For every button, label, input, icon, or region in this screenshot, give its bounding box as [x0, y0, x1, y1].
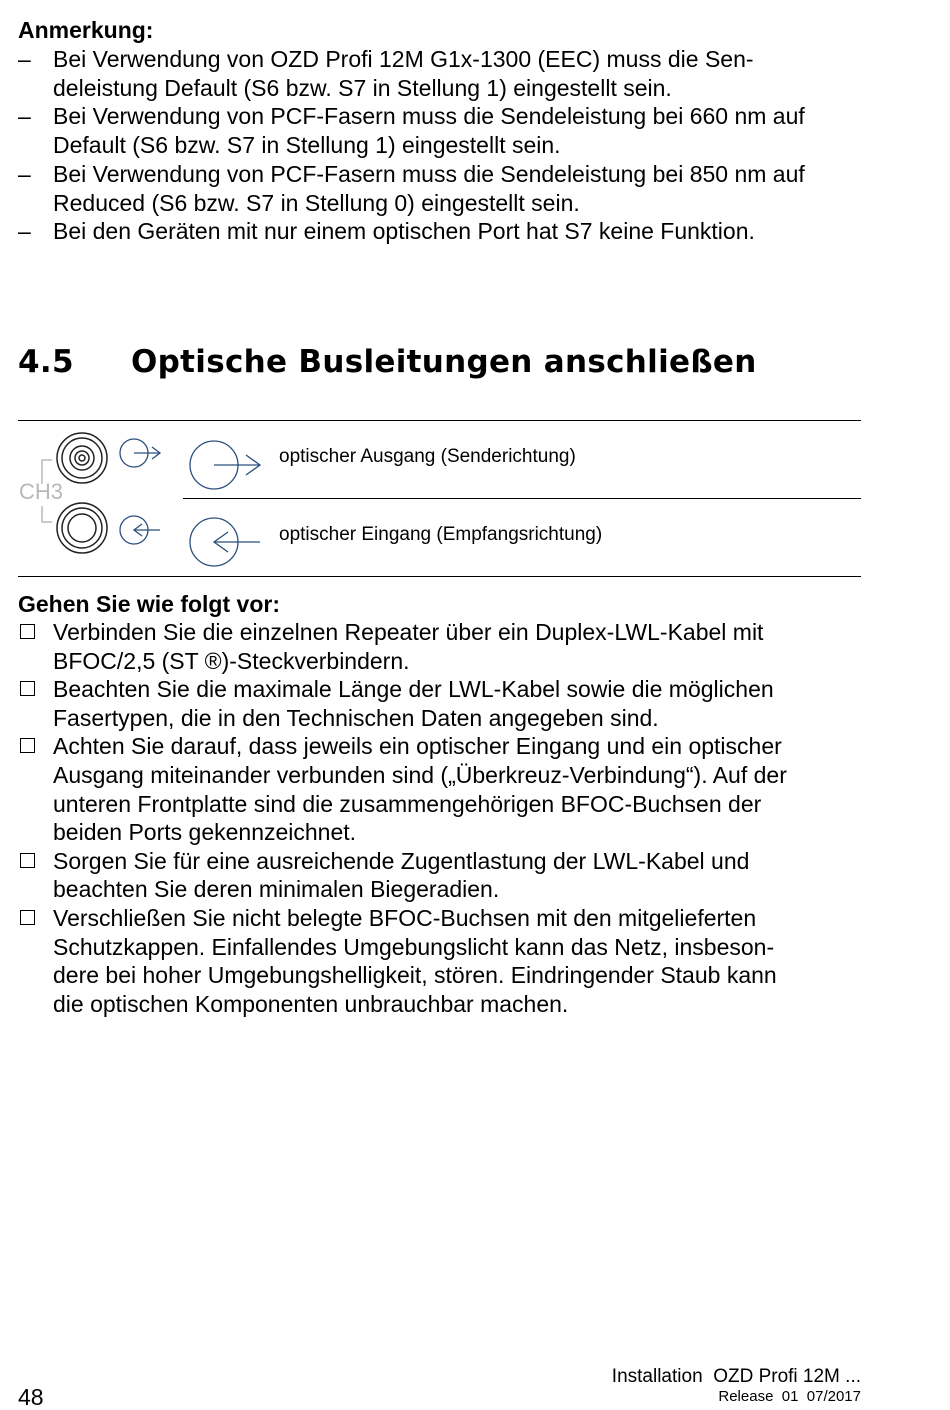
bfoc-socket-icon	[57, 433, 107, 483]
step-line: Achten Sie darauf, dass jeweils ein optischer Eingang und ein optischer	[53, 733, 782, 760]
page-number: 48	[18, 1384, 44, 1410]
step-item	[18, 847, 878, 904]
section-title	[18, 342, 757, 382]
footer-release: Release 01 07/2017	[718, 1388, 861, 1405]
dash-marker: –	[18, 103, 31, 130]
checkbox-icon	[20, 910, 35, 925]
input-arrow-icon	[120, 516, 160, 544]
table-top-rule	[18, 420, 861, 421]
bfoc-socket-icon	[57, 503, 107, 553]
section-number: 4.5	[18, 344, 74, 380]
checkbox-icon	[20, 853, 35, 868]
step-line: BFOC/2,5 (ST ®)-Steckverbindern.	[53, 647, 410, 674]
section-heading: Optische Busleitungen anschließen	[131, 344, 757, 380]
step-line: Sorgen Sie für eine ausreichende Zugentlastung der LWL-Kabel und	[53, 847, 750, 874]
step-item	[18, 904, 878, 1018]
note-line: Bei Verwendung von OZD Profi 12M G1x-1300 (EEC) muss die Sen-	[53, 46, 754, 72]
step-line: Verschließen Sie nicht belegte BFOC-Buchsen mit den mitgelieferten	[53, 904, 757, 931]
step-line: Schutzkappen. Einfallendes Umgebungslicht kann das Netz, insbeson-	[53, 933, 775, 960]
checkbox-icon	[20, 624, 35, 639]
note-item	[18, 217, 878, 246]
checkbox-icon	[20, 681, 35, 696]
step-line: dere bei hoher Umgebungshelligkeit, stören. Eindringender Staub kann	[53, 962, 777, 989]
output-arrow-icon	[190, 441, 260, 489]
step-item	[18, 732, 878, 846]
dash-marker: –	[18, 46, 31, 72]
channel-label: CH3	[19, 479, 64, 504]
step-line: Fasertypen, die in den Technischen Daten angegeben sind.	[53, 704, 659, 731]
output-arrow-icon	[120, 439, 160, 467]
input-arrow-icon	[190, 518, 260, 566]
note-item	[18, 45, 878, 102]
step-line: die optischen Komponenten unbrauchbar machen.	[53, 990, 569, 1017]
footer-title: Installation OZD Profi 12M ...	[611, 1366, 861, 1387]
table-middle-rule	[183, 498, 861, 499]
step-line: beachten Sie deren minimalen Biegeradien.	[53, 876, 500, 903]
steps-list	[18, 618, 878, 1018]
note-line: Bei Verwendung von PCF-Fasern muss die Sendeleistung bei 660 nm auf	[53, 103, 805, 130]
step-item	[18, 675, 878, 732]
note-line: deleistung Default (S6 bzw. S7 in Stellung 1) eingestellt sein.	[53, 74, 672, 101]
dash-marker: –	[18, 218, 31, 245]
table-bottom-rule	[18, 576, 861, 577]
dash-marker: –	[18, 160, 31, 187]
note-item	[18, 102, 878, 159]
step-line: unteren Frontplatte sind die zusammengehörigen BFOC-Buchsen der	[53, 790, 762, 817]
note-line: Reduced (S6 bzw. S7 in Stellung 0) eingestellt sein.	[53, 189, 580, 216]
checkbox-icon	[20, 738, 35, 753]
note-heading: Anmerkung:	[18, 17, 154, 43]
steps-heading: Gehen Sie wie folgt vor:	[18, 591, 280, 617]
input-label: optischer Eingang (Empfangsrichtung)	[279, 524, 603, 545]
step-line: Verbinden Sie die einzelnen Repeater über ein Duplex-LWL-Kabel mit	[53, 619, 764, 645]
step-item	[18, 618, 878, 675]
note-list	[18, 45, 878, 246]
note-line: Default (S6 bzw. S7 in Stellung 1) eingestellt sein.	[53, 132, 561, 159]
step-line: Beachten Sie die maximale Länge der LWL-Kabel sowie die möglichen	[53, 676, 774, 703]
note-line: Bei den Geräten mit nur einem optischen Port hat S7 keine Funktion.	[53, 218, 755, 245]
note-line: Bei Verwendung von PCF-Fasern muss die Sendeleistung bei 850 nm auf	[53, 160, 805, 187]
note-item	[18, 160, 878, 217]
step-line: Ausgang miteinander verbunden sind („Überkreuz-Verbindung“). Auf der	[53, 761, 787, 788]
step-line: beiden Ports gekennzeichnet.	[53, 819, 357, 846]
output-label: optischer Ausgang (Senderichtung)	[279, 446, 576, 467]
